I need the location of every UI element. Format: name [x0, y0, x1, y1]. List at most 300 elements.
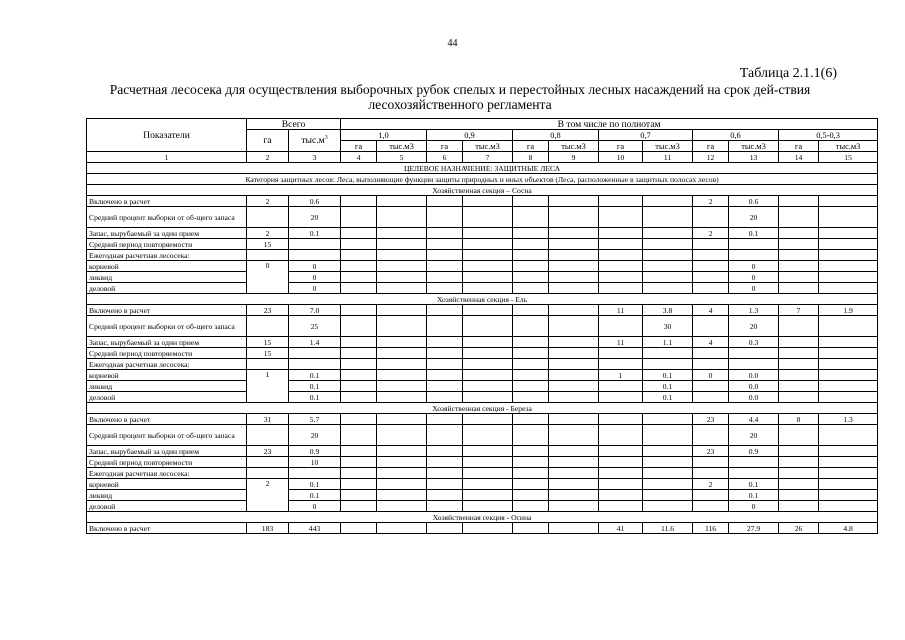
table-cell: [779, 196, 819, 207]
table-cell: [377, 370, 427, 381]
table-cell: [513, 501, 549, 512]
table-cell: [513, 348, 549, 359]
table-cell: [513, 446, 549, 457]
table-cell: [463, 228, 513, 239]
header-row-1: [87, 119, 878, 130]
table-cell: [643, 239, 693, 250]
table-cell: [693, 501, 729, 512]
table-cell: [463, 283, 513, 294]
table-cell: [599, 501, 643, 512]
table-cell: [819, 446, 878, 457]
table-cell: 30: [643, 316, 693, 337]
row-label-included: Включено в расчет: [87, 414, 247, 425]
table-cell: 0.9: [289, 446, 341, 457]
table-cell: [377, 468, 427, 479]
header-density-3: 0,7: [599, 130, 693, 141]
table-cell: 26: [779, 523, 819, 534]
table-row: [87, 305, 878, 316]
table-cell: [693, 490, 729, 501]
table-cell: [549, 359, 599, 370]
table-cell: 0.0: [729, 370, 779, 381]
table-cell: 4.8: [819, 523, 878, 534]
table-cell: [427, 261, 463, 272]
table-cell: 443: [289, 523, 341, 534]
row-label-liquid: ликвид: [87, 272, 247, 283]
table-cell: [463, 370, 513, 381]
row-label-stock_per_take: Запас, вырубаемый за один прием: [87, 446, 247, 457]
table-cell: [377, 425, 427, 446]
header-indicators: Показатели: [87, 119, 247, 152]
table-row: [87, 359, 878, 370]
table-cell: 0.6: [729, 196, 779, 207]
table-cell: [643, 446, 693, 457]
table-cell: [779, 359, 819, 370]
table-cell: [289, 239, 341, 250]
section-heading: Хозяйственная секция - Ель: [87, 294, 878, 305]
table-cell: [549, 479, 599, 490]
table-cell: [819, 239, 878, 250]
table-cell: 20: [729, 207, 779, 228]
table-cell: [599, 228, 643, 239]
table-cell: [341, 479, 377, 490]
table-cell: [549, 250, 599, 261]
table-cell: [549, 316, 599, 337]
table-cell: [377, 261, 427, 272]
table-cell: [377, 523, 427, 534]
table-cell: [693, 348, 729, 359]
table-cell: 15: [247, 348, 289, 359]
table-cell: [643, 283, 693, 294]
table-cell: [549, 468, 599, 479]
table-row: [87, 316, 878, 337]
table-cell: [729, 457, 779, 468]
table-cell: [247, 468, 289, 479]
table-cell: [549, 283, 599, 294]
table-cell: [599, 316, 643, 337]
table-cell: 20: [729, 316, 779, 337]
table-cell: [599, 381, 643, 392]
table-cell: [341, 207, 377, 228]
row-label-business: деловой: [87, 283, 247, 294]
table-cell: 0: [289, 501, 341, 512]
table-cell: [599, 425, 643, 446]
table-cell: [341, 305, 377, 316]
table-row: [87, 468, 878, 479]
row-label-avg_period: Средний период повторяемости: [87, 239, 247, 250]
table-cell: 0.1: [729, 228, 779, 239]
table-cell: [599, 446, 643, 457]
table-cell: [377, 501, 427, 512]
table-cell: [377, 490, 427, 501]
table-cell: [779, 370, 819, 381]
table-cell: [463, 501, 513, 512]
table-cell: [463, 359, 513, 370]
table-cell: 0.1: [289, 392, 341, 403]
header-sub-ha: га: [779, 141, 819, 152]
table-cell: 23: [247, 446, 289, 457]
row-label-root: корневой: [87, 370, 247, 381]
table-cell: [427, 479, 463, 490]
table-cell: 20: [289, 207, 341, 228]
table-cell: 2: [693, 228, 729, 239]
table-cell: [513, 370, 549, 381]
column-number: 12: [693, 152, 729, 163]
table-cell: [819, 425, 878, 446]
table-cell: [779, 283, 819, 294]
row-label-included: Включено в расчет: [87, 523, 247, 534]
table-row: [87, 446, 878, 457]
table-cell: [427, 490, 463, 501]
table-cell: [463, 239, 513, 250]
table-cell: 31: [247, 414, 289, 425]
table-cell: [341, 457, 377, 468]
table-cell: [463, 425, 513, 446]
table-cell: [289, 359, 341, 370]
table-cell: 1: [599, 370, 643, 381]
row-label-business: деловой: [87, 501, 247, 512]
table-cell: [513, 283, 549, 294]
table-cell: [377, 414, 427, 425]
table-cell: 11: [599, 337, 643, 348]
table-cell: [599, 250, 643, 261]
table-cell: [599, 283, 643, 294]
table-cell: [377, 446, 427, 457]
table-cell: [427, 370, 463, 381]
table-cell: [377, 196, 427, 207]
table-cell: [513, 457, 549, 468]
table-cell: [427, 337, 463, 348]
table-cell: 4: [693, 305, 729, 316]
header-density-2: 0,8: [513, 130, 599, 141]
table-row: [87, 207, 878, 228]
table-cell: 2: [247, 228, 289, 239]
table-row: [87, 196, 878, 207]
column-number: 14: [779, 152, 819, 163]
column-number: 6: [427, 152, 463, 163]
header-total-ha: га: [247, 130, 289, 152]
table-cell: [643, 348, 693, 359]
table-cell: [693, 457, 729, 468]
row-label-avg_percent: Средний процент выборки от об-щего запаса: [87, 425, 247, 446]
table-cell: 27.9: [729, 523, 779, 534]
row-label-root: корневой: [87, 479, 247, 490]
table-cell: [377, 348, 427, 359]
table-cell: [779, 316, 819, 337]
table-label: Таблица 2.1.1(6): [739, 66, 837, 81]
table-cell: [819, 272, 878, 283]
table-cell: [693, 283, 729, 294]
table-cell: [463, 381, 513, 392]
table-cell: [427, 196, 463, 207]
table-cell: 183: [247, 523, 289, 534]
table-row: [87, 523, 878, 534]
table-cell: [463, 316, 513, 337]
header-sub-volume: тыс.м3: [549, 141, 599, 152]
table-cell: 1.3: [819, 414, 878, 425]
category-row: [87, 174, 878, 185]
table-cell: [779, 501, 819, 512]
purpose-row: [87, 163, 878, 174]
table-cell: 0.1: [643, 392, 693, 403]
table-cell: [643, 207, 693, 228]
table-cell: [643, 261, 693, 272]
table-row: [87, 457, 878, 468]
table-cell: 0.9: [729, 446, 779, 457]
table-cell: [377, 228, 427, 239]
table-cell: 1: [247, 370, 289, 403]
table-cell: [247, 250, 289, 261]
table-cell: [289, 468, 341, 479]
table-cell: [729, 359, 779, 370]
table-cell: [463, 207, 513, 228]
table-cell: [341, 239, 377, 250]
row-label-stock_per_take: Запас, вырубаемый за один прием: [87, 337, 247, 348]
table-cell: [341, 250, 377, 261]
table-cell: 0: [289, 283, 341, 294]
table-cell: 1.1: [643, 337, 693, 348]
table-cell: [427, 316, 463, 337]
section-row: [87, 403, 878, 414]
table-cell: [779, 272, 819, 283]
header-sub-volume: тыс.м3: [729, 141, 779, 152]
table-cell: [463, 490, 513, 501]
table-cell: [779, 392, 819, 403]
table-cell: 20: [289, 425, 341, 446]
table-cell: [549, 239, 599, 250]
table-cell: [463, 337, 513, 348]
table-cell: 0.1: [643, 381, 693, 392]
table-cell: [341, 468, 377, 479]
table-cell: [819, 250, 878, 261]
table-cell: [779, 261, 819, 272]
table-cell: [341, 381, 377, 392]
table-cell: [819, 501, 878, 512]
table-cell: [247, 207, 289, 228]
table-cell: [643, 250, 693, 261]
table-row: [87, 228, 878, 239]
table-cell: [693, 392, 729, 403]
table-cell: [819, 261, 878, 272]
table-row: [87, 381, 878, 392]
table-cell: [341, 261, 377, 272]
column-number: 7: [463, 152, 513, 163]
table-cell: 4: [693, 337, 729, 348]
table-cell: 0.3: [729, 337, 779, 348]
table-cell: 15: [247, 239, 289, 250]
table-cell: [643, 414, 693, 425]
table-row: [87, 425, 878, 446]
table-cell: [341, 272, 377, 283]
table-cell: 8: [779, 414, 819, 425]
table-cell: 20: [729, 425, 779, 446]
table-cell: 1.9: [819, 305, 878, 316]
table-cell: [377, 250, 427, 261]
table-cell: [819, 337, 878, 348]
table-cell: 0.1: [289, 370, 341, 381]
table-cell: [427, 228, 463, 239]
table-cell: [377, 272, 427, 283]
table-cell: [779, 457, 819, 468]
table-cell: 4.4: [729, 414, 779, 425]
table-cell: [427, 446, 463, 457]
table-cell: 0: [247, 261, 289, 294]
table-cell: [819, 359, 878, 370]
purpose-heading: ЦЕЛЕВОЕ НАЗНАЧЕНИЕ: ЗАЩИТНЫЕ ЛЕСА: [87, 163, 878, 174]
table-cell: [599, 457, 643, 468]
table-cell: [549, 348, 599, 359]
table-cell: [549, 207, 599, 228]
table-cell: 7.0: [289, 305, 341, 316]
table-cell: [247, 359, 289, 370]
column-number: 9: [549, 152, 599, 163]
table-cell: [693, 261, 729, 272]
table-cell: [463, 305, 513, 316]
header-sub-ha: га: [513, 141, 549, 152]
table-cell: 2: [693, 479, 729, 490]
table-row: [87, 283, 878, 294]
table-cell: [377, 305, 427, 316]
table-cell: [599, 414, 643, 425]
section-heading: Хозяйственная секция - Береза: [87, 403, 878, 414]
table-cell: [463, 348, 513, 359]
table-row: [87, 348, 878, 359]
table-cell: [779, 348, 819, 359]
table-cell: [427, 272, 463, 283]
table-cell: [463, 468, 513, 479]
header-sub-volume: тыс.м3: [643, 141, 693, 152]
table-cell: [341, 228, 377, 239]
column-number: 15: [819, 152, 878, 163]
table-cell: [693, 250, 729, 261]
table-cell: [341, 283, 377, 294]
header-sub-ha: га: [693, 141, 729, 152]
table-cell: 41: [599, 523, 643, 534]
table-cell: [693, 316, 729, 337]
table-cell: [513, 359, 549, 370]
table-cell: [643, 501, 693, 512]
header-density-1: 0,9: [427, 130, 513, 141]
table-cell: [377, 239, 427, 250]
table-cell: [599, 196, 643, 207]
table-cell: [463, 414, 513, 425]
row-label-annual: Ежегодная расчетная лесосека:: [87, 359, 247, 370]
table-cell: [513, 479, 549, 490]
table-cell: [599, 468, 643, 479]
table-cell: [643, 479, 693, 490]
felling-table: [86, 118, 878, 534]
document-title: Расчетная лесосека для осуществления выборочных рубок спелых и перестойных лесных насаждений на срок дей-ствия лесохозяйственного регламента: [109, 82, 811, 112]
column-number: 5: [377, 152, 427, 163]
table-cell: 0.1: [729, 490, 779, 501]
table-row: [87, 239, 878, 250]
table-cell: [341, 501, 377, 512]
table-cell: [819, 468, 878, 479]
section-row: [87, 294, 878, 305]
table-cell: [427, 239, 463, 250]
row-label-business: деловой: [87, 392, 247, 403]
table-cell: [819, 392, 878, 403]
table-cell: [377, 479, 427, 490]
column-number: 10: [599, 152, 643, 163]
table-cell: [341, 196, 377, 207]
table-cell: [463, 523, 513, 534]
table-cell: 0: [693, 370, 729, 381]
table-cell: 11.6: [643, 523, 693, 534]
table-cell: [427, 305, 463, 316]
table-row: [87, 414, 878, 425]
table-cell: [513, 228, 549, 239]
table-cell: [427, 425, 463, 446]
table-cell: [693, 207, 729, 228]
table-cell: [463, 272, 513, 283]
table-cell: 0: [289, 272, 341, 283]
table-cell: 2: [247, 196, 289, 207]
table-cell: [427, 359, 463, 370]
header-sub-volume: тыс.м3: [819, 141, 878, 152]
table-cell: [599, 479, 643, 490]
table-cell: 0.1: [289, 228, 341, 239]
table-cell: [341, 425, 377, 446]
table-cell: [779, 250, 819, 261]
table-cell: [549, 370, 599, 381]
table-cell: [779, 337, 819, 348]
table-cell: [549, 501, 599, 512]
table-cell: 0.1: [729, 479, 779, 490]
header-density-4: 0,6: [693, 130, 779, 141]
table-cell: [599, 348, 643, 359]
table-cell: 116: [693, 523, 729, 534]
table-cell: [819, 207, 878, 228]
row-label-avg_percent: Средний процент выборки от об-щего запаса: [87, 316, 247, 337]
table-cell: [427, 457, 463, 468]
table-cell: [819, 283, 878, 294]
table-cell: [549, 381, 599, 392]
table-cell: [463, 261, 513, 272]
table-cell: 0.1: [643, 370, 693, 381]
table-cell: 3.8: [643, 305, 693, 316]
table-cell: 0.1: [289, 381, 341, 392]
header-sub-volume: тыс.м3: [463, 141, 513, 152]
table-cell: 0.1: [289, 479, 341, 490]
table-cell: [819, 228, 878, 239]
table-cell: [463, 392, 513, 403]
table-cell: 0: [729, 501, 779, 512]
section-heading: Хозяйственная секция - Осина: [87, 512, 878, 523]
table-cell: [341, 359, 377, 370]
table-cell: [549, 425, 599, 446]
column-number: 3: [289, 152, 341, 163]
table-cell: [549, 196, 599, 207]
table-cell: 0.0: [729, 381, 779, 392]
table-cell: [427, 207, 463, 228]
table-cell: [819, 490, 878, 501]
table-cell: [513, 425, 549, 446]
table-cell: [549, 392, 599, 403]
table-cell: [693, 239, 729, 250]
table-cell: [377, 392, 427, 403]
table-cell: 10: [289, 457, 341, 468]
table-cell: 15: [247, 337, 289, 348]
table-cell: [549, 272, 599, 283]
table-cell: 1.3: [729, 305, 779, 316]
table-cell: [427, 523, 463, 534]
table-cell: [729, 348, 779, 359]
header-total-volume: $тыс.м^3$: [289, 130, 341, 152]
row-label-avg_percent: Средний процент выборки от об-щего запаса: [87, 207, 247, 228]
row-label-avg_period: Средний период повторяемости: [87, 457, 247, 468]
header-density-5: 0,5-0,3: [779, 130, 878, 141]
table-cell: [549, 457, 599, 468]
